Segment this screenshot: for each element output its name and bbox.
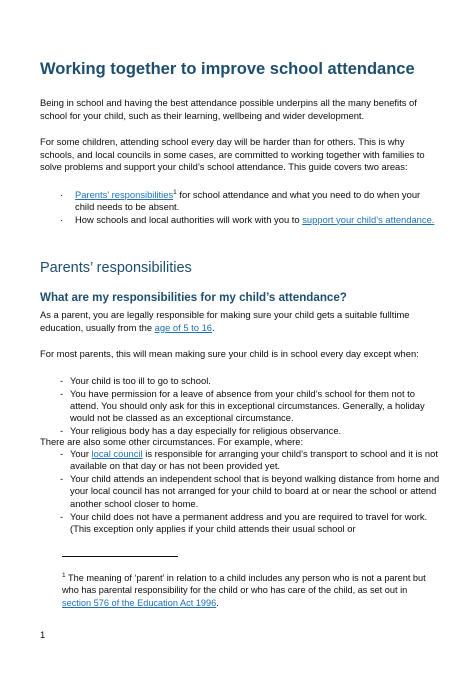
list-item-text: Your child attends an independent school that is beyond walking distance from home and your local council has not arranged for your child to board at or near the school or attend another school closer to home. [70, 473, 440, 509]
footnote-number: 1 [62, 571, 66, 579]
bullet-mark: · [60, 213, 64, 225]
age-range-link[interactable]: age of 5 to 16 [154, 321, 212, 333]
list-item-text: Your [70, 448, 92, 459]
dash-mark: - [60, 510, 64, 522]
most-parents-paragraph: For most parents, this will mean making sure your child is in school every day except when: [40, 348, 419, 359]
list-item [40, 511, 440, 536]
list-item-text: Your child is too ill to go to school. [70, 375, 211, 386]
list-item [40, 214, 440, 226]
page-number: 1 [40, 629, 46, 640]
responsibility-paragraph [40, 309, 435, 334]
parents-responsibilities-link[interactable]: Parents’ responsibilities [75, 189, 174, 200]
section-subheading: What are my responsibilities for my child’s attendance? [40, 291, 347, 304]
support-attendance-link[interactable]: support your child’s attendance. [302, 213, 435, 225]
list-item-text: Your child does not have a permanent address and you are required to travel for work. (This exception only applies if your child attends their usual school or [70, 510, 428, 534]
section-heading: Parents’ responsibilities [40, 260, 192, 276]
bullet-mark: · [60, 189, 64, 200]
intro-paragraph-2: For some children, attending school every day will be harder than for others. This is why schools, and local councils in some cases, are committed to working together with families to solve problems and support your child’s school attendance. This guide covers two areas: [40, 136, 425, 172]
list-item [40, 388, 440, 425]
covers-list [40, 189, 440, 226]
list-item [40, 375, 440, 387]
dash-mark: - [60, 375, 64, 386]
list-item-text: for school attendance and what you need to do when your child needs to be absent. [75, 189, 421, 213]
paragraph-end: . [212, 321, 215, 333]
footnote-end: . [216, 597, 219, 608]
list-item-text: You have permission for a leave of absence from your child’s school for them not to attend. You should only ask for this in exceptional circumstances. Generally, a holiday would not be classed as an exceptional circumstance. [70, 387, 425, 424]
dash-mark: - [60, 387, 64, 399]
footnote-divider [62, 556, 178, 557]
intro-paragraph-1: Being in school and having the best attendance possible underpins all the many benefits of school for your child, such as their learning, wellbeing and wider development. [40, 97, 417, 121]
list-item [40, 448, 440, 473]
list-item-text: is responsible for arranging your child’s transport to school and it is not available on that day or has not been provided yet. [70, 448, 438, 472]
footnote-text: The meaning of ‘parent’ in relation to a child includes any person who is not a parent but who has parental responsibility for the child or who has care of the child, as set out in [62, 573, 426, 596]
list-item-text: Your religious body has a day especially for religious observance. [70, 425, 342, 437]
other-circumstances-paragraph: There are also some other circumstances. For example, where: [40, 436, 304, 447]
dash-mark: - [60, 425, 64, 437]
other-circumstances-list [40, 448, 440, 536]
list-item-text: How schools and local authorities will work with you to [75, 213, 303, 225]
page-title: Working together to improve school attendance [40, 60, 415, 78]
dash-mark: - [60, 473, 64, 485]
paragraph-text: As a parent, you are legally responsible for making sure your child gets a suitable fulltime education, usually from the [40, 309, 410, 333]
list-item [40, 189, 440, 214]
dash-mark: - [60, 448, 64, 459]
list-item [40, 473, 440, 510]
footnote [62, 572, 437, 609]
exceptions-list [40, 375, 440, 438]
local-council-link[interactable]: local council [91, 448, 143, 459]
education-act-link[interactable]: section 576 of the Education Act 1996 [62, 597, 217, 608]
footnote-ref[interactable]: 1 [173, 188, 177, 196]
